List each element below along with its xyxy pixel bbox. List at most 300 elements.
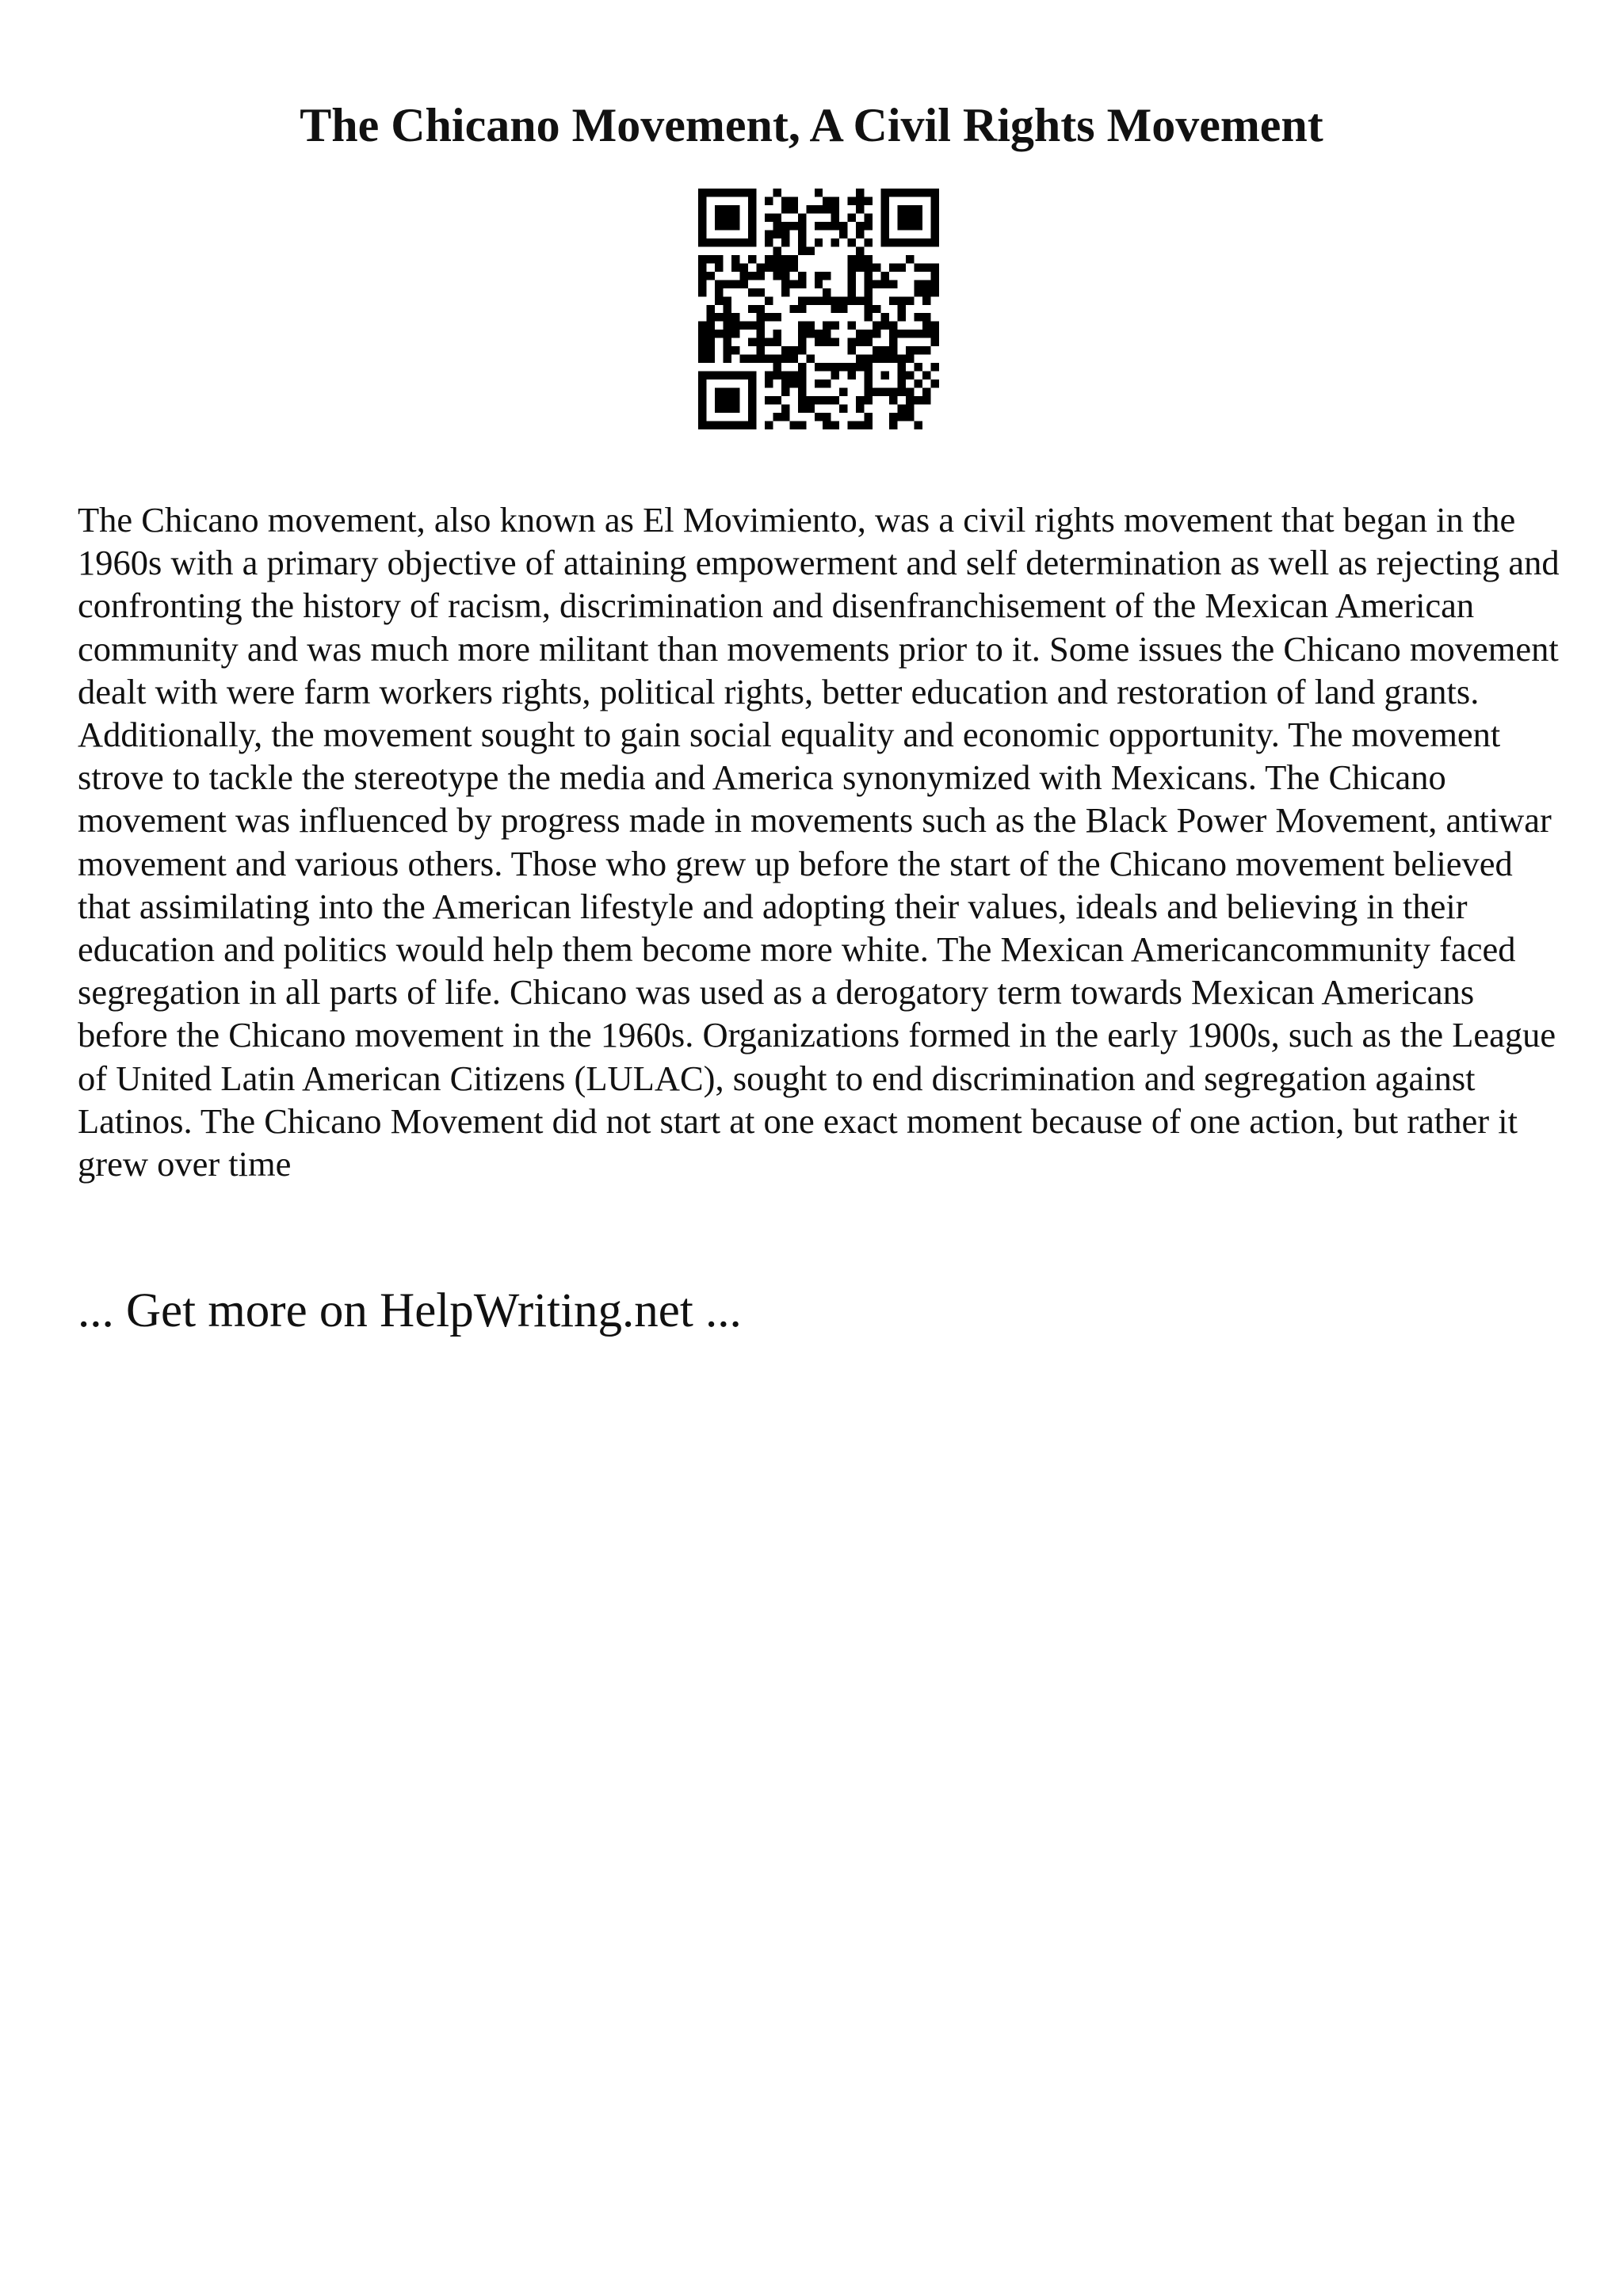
qr-module: [848, 296, 856, 304]
qr-module: [731, 346, 739, 354]
qr-module: [789, 263, 797, 271]
qr-module: [823, 421, 831, 429]
qr-module: [906, 346, 914, 354]
qr-module: [815, 189, 823, 196]
qr-module: [906, 296, 914, 304]
qr-module: [906, 205, 914, 213]
qr-module: [748, 189, 756, 196]
qr-module: [865, 396, 873, 404]
qr-module: [922, 238, 930, 246]
qr-module: [823, 330, 831, 338]
qr-module: [715, 372, 723, 379]
qr-module: [748, 355, 756, 363]
qr-module: [906, 255, 914, 263]
qr-module: [839, 305, 847, 313]
qr-module: [748, 238, 756, 246]
qr-module: [698, 355, 706, 363]
qr-module: [898, 263, 906, 271]
qr-module: [848, 421, 856, 429]
qr-module: [856, 330, 864, 338]
qr-module: [756, 338, 764, 346]
qr-module: [773, 363, 781, 371]
qr-module: [898, 296, 906, 304]
qr-module: [915, 313, 922, 321]
qr-module: [898, 213, 906, 221]
qr-module: [748, 213, 756, 221]
qr-module: [781, 255, 789, 263]
qr-module: [815, 205, 823, 213]
qr-module: [798, 421, 806, 429]
qr-module: [898, 388, 906, 396]
qr-module: [906, 213, 914, 221]
qr-module: [706, 338, 714, 346]
qr-module: [848, 346, 856, 354]
qr-module: [748, 388, 756, 396]
qr-module: [748, 396, 756, 404]
qr-module: [865, 305, 873, 313]
qr-module: [856, 205, 864, 213]
qr-module: [798, 280, 806, 288]
qr-module: [865, 288, 873, 296]
qr-module: [922, 296, 930, 304]
qr-code-icon[interactable]: [698, 189, 939, 429]
qr-module: [765, 396, 773, 404]
qr-module: [865, 263, 873, 271]
qr-module: [798, 405, 806, 413]
qr-module: [773, 230, 781, 238]
qr-module: [856, 230, 864, 238]
helpwriting-link[interactable]: ... Get more on HelpWriting.net ...: [78, 1284, 742, 1337]
qr-module: [881, 346, 889, 354]
qr-module: [715, 263, 723, 271]
qr-module: [865, 413, 873, 421]
qr-module: [831, 213, 839, 221]
qr-module: [715, 222, 723, 230]
qr-module: [815, 379, 823, 387]
qr-module: [715, 255, 723, 263]
qr-module: [765, 196, 773, 204]
qr-module: [723, 313, 731, 321]
qr-module: [865, 296, 873, 304]
qr-module: [723, 372, 731, 379]
qr-module: [889, 280, 897, 288]
qr-module: [723, 346, 731, 354]
qr-module: [881, 280, 889, 288]
qr-module: [898, 305, 906, 313]
qr-module: [831, 305, 839, 313]
qr-module: [831, 296, 839, 304]
qr-module: [756, 355, 764, 363]
qr-module: [731, 330, 739, 338]
qr-module: [698, 413, 706, 421]
qr-module: [698, 213, 706, 221]
qr-module: [881, 213, 889, 221]
qr-module: [789, 196, 797, 204]
qr-module: [739, 355, 747, 363]
qr-module: [806, 396, 814, 404]
qr-module: [798, 222, 806, 230]
qr-module: [765, 421, 773, 429]
qr-module: [881, 372, 889, 379]
qr-module: [931, 379, 939, 387]
qr-module: [781, 355, 789, 363]
qr-module: [731, 205, 739, 213]
qr-module: [748, 255, 756, 263]
qr-module: [789, 205, 797, 213]
qr-module: [748, 413, 756, 421]
qr-module: [798, 230, 806, 238]
qr-module: [931, 238, 939, 246]
qr-module: [773, 355, 781, 363]
qr-module: [848, 213, 856, 221]
body-paragraph: The Chicano movement, also known as El Movimiento, was a civil rights movement that began in the 1960s with a primary objective of attaining empowerment and self determination as well as rejecting and confronting the history of racism, discrimination and disenfranchisement of the Mexican American community and was much more militant than movements prior to it. Some issues the Chicano movement dealt with were farm workers rights, political rights, better education and restoration of land grants. Additionally, the movement sought to gain social equality and economic opportunity. The movement strove to tackle the stereotype the media and America synonymized with Mexicans. The Chicano movement was influenced by progress made in movements such as the Black Power Movement, antiwar movement and various others. Those who grew up before the start of the Chicano movement believed that assimilating into the American lifestyle and adopting their values, ideals and believing in their education and politics would help them become more white. The Mexican Americancommunity faced segregation in all parts of life. Chicano was used as a derogatory term towards Mexican Americans before the Chicano movement in the 1960s. Organizations formed in the early 1900s, such as the League of United Latin American Citizens (LULAC), sought to end discrimination and segregation against Latinos. The Chicano Movement did not start at one exact moment because of one action, but rather it grew over time: [78, 500, 1560, 1184]
qr-module: [848, 272, 856, 280]
qr-module: [706, 322, 714, 330]
qr-module: [915, 288, 922, 296]
qr-module: [823, 396, 831, 404]
qr-module: [906, 189, 914, 196]
qr-module: [806, 355, 814, 363]
qr-module: [881, 313, 889, 321]
qr-module: [831, 222, 839, 230]
qr-module: [922, 396, 930, 404]
qr-module: [748, 421, 756, 429]
qr-module: [931, 213, 939, 221]
qr-module: [748, 272, 756, 280]
qr-module: [856, 263, 864, 271]
qr-module: [789, 379, 797, 387]
qr-module: [823, 196, 831, 204]
qr-module: [915, 205, 922, 213]
qr-module: [831, 205, 839, 213]
qr-module: [839, 363, 847, 371]
qr-module: [706, 313, 714, 321]
qr-module: [756, 346, 764, 354]
qr-module: [889, 413, 897, 421]
qr-module: [881, 222, 889, 230]
qr-module: [856, 189, 864, 196]
qr-module: [698, 405, 706, 413]
qr-module: [931, 263, 939, 271]
qr-module: [789, 372, 797, 379]
qr-module: [856, 405, 864, 413]
qr-module: [881, 205, 889, 213]
qr-module: [839, 222, 847, 230]
qr-module: [815, 296, 823, 304]
qr-module: [748, 196, 756, 204]
qr-module: [889, 421, 897, 429]
qr-module: [723, 405, 731, 413]
qr-module: [756, 330, 764, 338]
qr-module: [873, 355, 880, 363]
qr-module: [781, 413, 789, 421]
qr-module: [865, 280, 873, 288]
qr-module: [881, 322, 889, 330]
qr-module: [781, 196, 789, 204]
qr-module: [748, 379, 756, 387]
qr-module: [906, 222, 914, 230]
qr-module: [815, 396, 823, 404]
qr-module: [806, 205, 814, 213]
qr-module: [773, 246, 781, 254]
qr-module: [865, 421, 873, 429]
qr-module: [873, 305, 880, 313]
qr-module: [915, 189, 922, 196]
qr-module: [765, 296, 773, 304]
qr-module: [798, 363, 806, 371]
qr-module: [789, 255, 797, 263]
qr-module: [865, 313, 873, 321]
qr-module: [815, 338, 823, 346]
qr-module: [881, 388, 889, 396]
qr-module: [731, 396, 739, 404]
qr-module: [931, 222, 939, 230]
qr-module: [922, 263, 930, 271]
qr-module: [781, 372, 789, 379]
qr-module: [889, 189, 897, 196]
qr-module: [931, 280, 939, 288]
qr-module: [739, 263, 747, 271]
qr-module: [723, 189, 731, 196]
qr-module: [881, 196, 889, 204]
qr-module: [931, 288, 939, 296]
qr-module: [839, 230, 847, 238]
qr-module: [706, 189, 714, 196]
qr-module: [756, 322, 764, 330]
qr-module: [756, 313, 764, 321]
qr-module: [898, 363, 906, 371]
qr-module: [806, 405, 814, 413]
qr-module: [715, 280, 723, 288]
qr-module: [773, 313, 781, 321]
qr-module: [898, 205, 906, 213]
qr-module: [906, 413, 914, 421]
qr-module: [781, 205, 789, 213]
qr-module: [706, 272, 714, 280]
qr-module: [748, 205, 756, 213]
qr-module: [831, 421, 839, 429]
qr-module: [773, 372, 781, 379]
qr-module: [865, 213, 873, 221]
qr-module: [856, 196, 864, 204]
qr-module: [731, 222, 739, 230]
qr-module: [831, 238, 839, 246]
qr-module: [806, 296, 814, 304]
qr-module: [922, 322, 930, 330]
qr-module: [815, 222, 823, 230]
qr-module: [865, 363, 873, 371]
qr-module: [848, 322, 856, 330]
qr-module: [698, 280, 706, 288]
qr-module: [698, 288, 706, 296]
qr-module: [723, 238, 731, 246]
qr-module: [698, 322, 706, 330]
qr-module: [739, 280, 747, 288]
qr-module: [756, 305, 764, 313]
qr-module: [789, 280, 797, 288]
qr-module: [781, 379, 789, 387]
qr-module: [715, 189, 723, 196]
qr-module: [731, 213, 739, 221]
qr-module: [931, 230, 939, 238]
qr-module: [898, 238, 906, 246]
qr-module: [698, 263, 706, 271]
qr-module: [706, 330, 714, 338]
qr-module: [823, 272, 831, 280]
qr-module: [831, 196, 839, 204]
qr-module: [715, 313, 723, 321]
qr-module: [865, 330, 873, 338]
qr-module: [931, 205, 939, 213]
qr-module: [898, 379, 906, 387]
qr-module: [881, 355, 889, 363]
qr-module: [715, 213, 723, 221]
qr-module: [715, 405, 723, 413]
qr-module: [889, 263, 897, 271]
qr-module: [731, 372, 739, 379]
qr-module: [706, 255, 714, 263]
qr-module: [798, 322, 806, 330]
qr-module: [823, 338, 831, 346]
qr-module: [922, 388, 930, 396]
qr-module: [889, 330, 897, 338]
qr-module: [748, 372, 756, 379]
qr-module: [789, 222, 797, 230]
qr-module: [922, 330, 930, 338]
qr-module: [781, 263, 789, 271]
qr-module: [781, 405, 789, 413]
qr-module: [706, 355, 714, 363]
qr-module: [765, 238, 773, 246]
qr-module: [731, 189, 739, 196]
qr-module: [906, 405, 914, 413]
qr-module: [873, 330, 880, 338]
qr-module: [856, 338, 864, 346]
qr-module: [698, 230, 706, 238]
qr-module: [823, 222, 831, 230]
qr-module: [789, 421, 797, 429]
qr-module: [781, 238, 789, 246]
qr-module: [798, 296, 806, 304]
qr-module: [815, 413, 823, 421]
qr-module: [798, 338, 806, 346]
qr-module: [731, 421, 739, 429]
qr-module: [781, 388, 789, 396]
qr-module: [898, 405, 906, 413]
qr-module: [839, 388, 847, 396]
qr-module: [748, 230, 756, 238]
qr-module: [773, 222, 781, 230]
qr-module: [798, 372, 806, 379]
qr-module: [898, 189, 906, 196]
qr-module: [848, 288, 856, 296]
qr-module: [856, 296, 864, 304]
qr-module: [765, 372, 773, 379]
qr-module: [915, 330, 922, 338]
qr-module: [715, 296, 723, 304]
qr-module: [898, 413, 906, 421]
qr-module: [798, 330, 806, 338]
qr-module: [773, 189, 781, 196]
qr-module: [848, 372, 856, 379]
qr-module: [815, 272, 823, 280]
qr-module: [715, 238, 723, 246]
qr-module: [739, 189, 747, 196]
qr-module: [831, 372, 839, 379]
qr-module: [815, 330, 823, 338]
qr-module: [698, 346, 706, 354]
qr-module: [773, 396, 781, 404]
qr-module: [773, 263, 781, 271]
qr-module: [823, 322, 831, 330]
qr-module: [773, 213, 781, 221]
qr-module: [706, 238, 714, 246]
qr-module: [698, 338, 706, 346]
qr-module: [848, 263, 856, 271]
qr-module: [856, 255, 864, 263]
qr-module: [873, 263, 880, 271]
qr-module: [915, 238, 922, 246]
qr-module: [798, 246, 806, 254]
qr-module: [723, 355, 731, 363]
qr-module: [931, 196, 939, 204]
qr-module: [789, 355, 797, 363]
qr-module: [889, 346, 897, 354]
qr-module: [915, 346, 922, 354]
qr-module: [931, 322, 939, 330]
qr-module: [915, 396, 922, 404]
qr-module: [815, 280, 823, 288]
qr-module: [748, 288, 756, 296]
qr-module: [823, 363, 831, 371]
qr-module: [931, 363, 939, 371]
qr-module: [889, 296, 897, 304]
qr-module: [898, 372, 906, 379]
qr-module: [856, 222, 864, 230]
qr-module: [915, 363, 922, 371]
qr-module: [865, 338, 873, 346]
qr-module: [873, 346, 880, 354]
qr-module: [865, 238, 873, 246]
qr-module: [756, 272, 764, 280]
qr-module: [756, 263, 764, 271]
qr-module: [848, 238, 856, 246]
qr-module: [798, 346, 806, 354]
qr-module: [823, 413, 831, 421]
qr-module: [789, 305, 797, 313]
qr-module: [898, 355, 906, 363]
qr-module: [706, 305, 714, 313]
qr-module: [865, 388, 873, 396]
qr-module: [731, 255, 739, 263]
qr-module: [806, 330, 814, 338]
qr-module: [765, 255, 773, 263]
qr-module: [698, 189, 706, 196]
qr-module: [698, 205, 706, 213]
qr-module: [915, 213, 922, 221]
qr-module: [731, 388, 739, 396]
qr-module: [865, 255, 873, 263]
qr-module: [865, 196, 873, 204]
qr-module: [698, 396, 706, 404]
qr-module: [839, 405, 847, 413]
qr-module: [756, 288, 764, 296]
qr-module: [865, 272, 873, 280]
qr-module: [915, 280, 922, 288]
qr-module: [839, 296, 847, 304]
qr-module: [748, 305, 756, 313]
qr-module: [931, 189, 939, 196]
